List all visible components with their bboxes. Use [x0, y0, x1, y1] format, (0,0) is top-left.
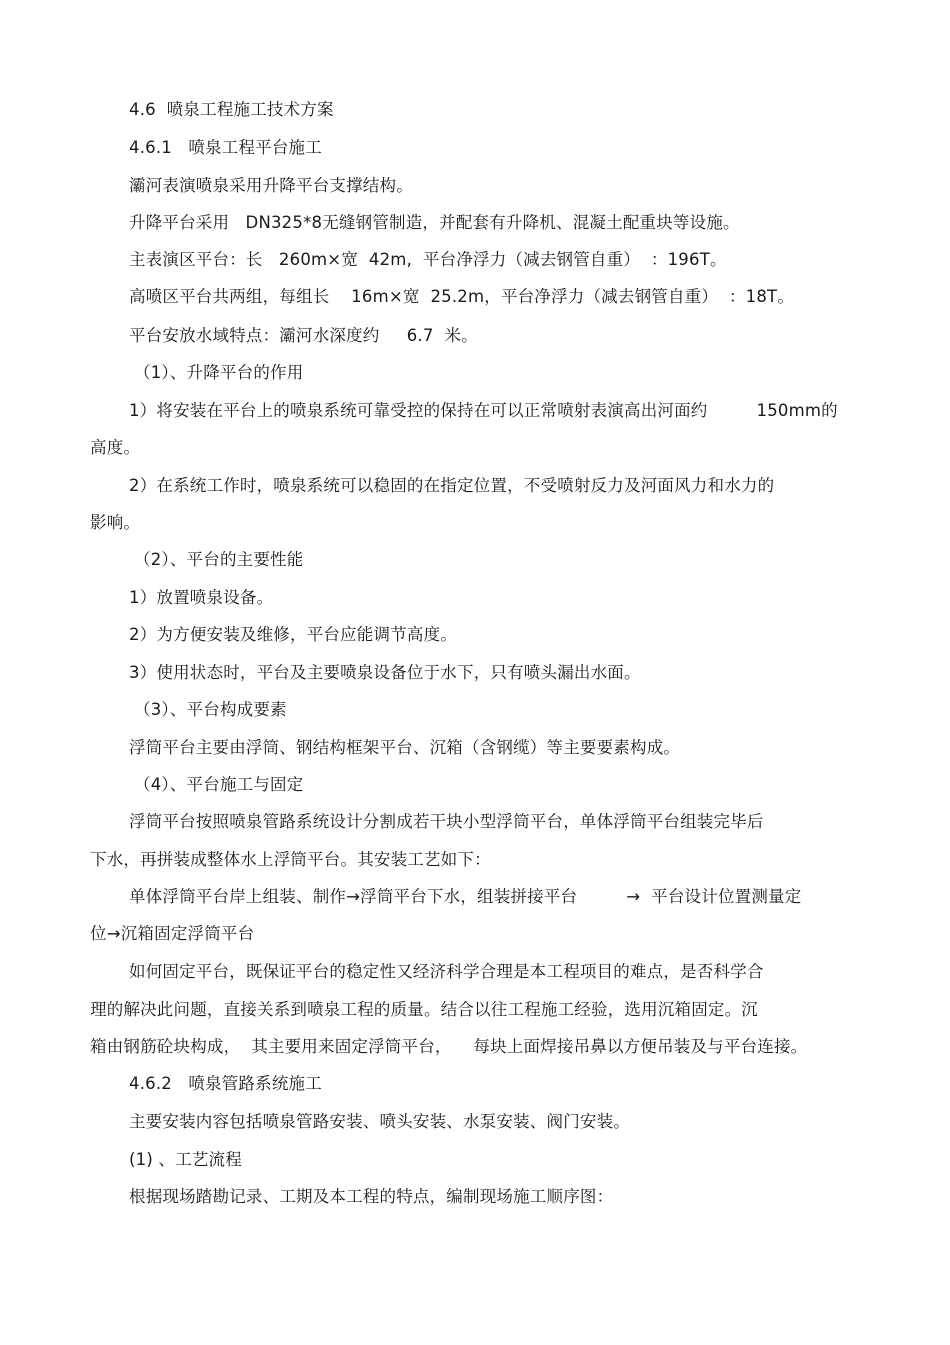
paragraph-line: 浮筒平台按照喷泉管路系统设计分割成若干块小型浮筒平台，单体浮筒平台组装完毕后 [129, 812, 764, 831]
subsection-heading-4-6-2: 4.6.2 喷泉管路系统施工 [129, 1074, 322, 1093]
paragraph-line: 升降平台采用 DN325*8无缝钢管制造，并配套有升降机、混凝土配重块等设施。 [129, 213, 740, 232]
list-heading: （4）、平台施工与固定 [134, 775, 304, 794]
paragraph-line: 箱由钢筋砼块构成， 其主要用来固定浮筒平台， 每块上面焊接吊鼻以方便吊装及与平台连接。 [90, 1037, 808, 1056]
list-heading: (1) 、工艺流程 [129, 1150, 242, 1169]
paragraph-line: 平台安放水域特点：灞河水深度约 6.7 米。 [129, 326, 478, 345]
paragraph-line: 2）在系统工作时，喷泉系统可以稳固的在指定位置，不受喷射反力及河面风力和水力的 [129, 476, 775, 495]
paragraph-line: 浮筒平台主要由浮筒、钢结构框架平台、沉箱（含钢缆）等主要要素构成。 [129, 738, 681, 757]
paragraph-line: 1）将安装在平台上的喷泉系统可靠受控的保持在可以正常喷射表演高出河面约 150mm的 [129, 401, 838, 420]
paragraph-line: 主要安装内容包括喷泉管路安装、喷头安装、水泵安装、阀门安装。 [129, 1112, 630, 1131]
list-heading: （2）、平台的主要性能 [134, 550, 304, 569]
paragraph-line: 下水，再拼装成整体水上浮筒平台。其安装工艺如下： [90, 850, 491, 869]
paragraph-line: 高喷区平台共两组，每组长 16m×宽 25.2m，平台净浮力（减去钢管自重） ：18T。 [129, 287, 795, 306]
paragraph-line: 灞河表演喷泉采用升降平台支撑结构。 [129, 176, 413, 195]
list-heading: （3）、平台构成要素 [134, 700, 287, 719]
paragraph-line: 2）为方便安装及维修，平台应能调节高度。 [129, 625, 457, 644]
paragraph-line: 影响。 [90, 513, 141, 532]
paragraph-line: 主表演区平台：长 260m×宽 42m, 平台净浮力（减去钢管自重） ：196T。 [129, 250, 727, 269]
paragraph-line: 根据现场踏勘记录、工期及本工程的特点，编制现场施工顺序图： [129, 1187, 614, 1206]
section-heading-4-6: 4.6 喷泉工程施工技术方案 [129, 100, 334, 119]
paragraph-line: 理的解决此问题，直接关系到喷泉工程的质量。结合以往工程施工经验，选用沉箱固定。沉 [90, 1000, 758, 1019]
paragraph-line: 如何固定平台，既保证平台的稳定性又经济科学合理是本工程项目的难点，是否科学合 [129, 962, 764, 981]
paragraph-line: 单体浮筒平台岸上组装、制作→浮筒平台下水，组装拼接平台 → 平台设计位置测量定 [129, 887, 802, 906]
paragraph-line: 高度。 [90, 438, 141, 457]
paragraph-line: 3）使用状态时，平台及主要喷泉设备位于水下，只有喷头漏出水面。 [129, 663, 641, 682]
paragraph-line: 1）放置喷泉设备。 [129, 588, 274, 607]
subsection-heading-4-6-1: 4.6.1 喷泉工程平台施工 [129, 138, 322, 157]
list-heading: （1）、升降平台的作用 [134, 363, 304, 382]
paragraph-line: 位→沉箱固定浮筒平台 [90, 924, 255, 943]
